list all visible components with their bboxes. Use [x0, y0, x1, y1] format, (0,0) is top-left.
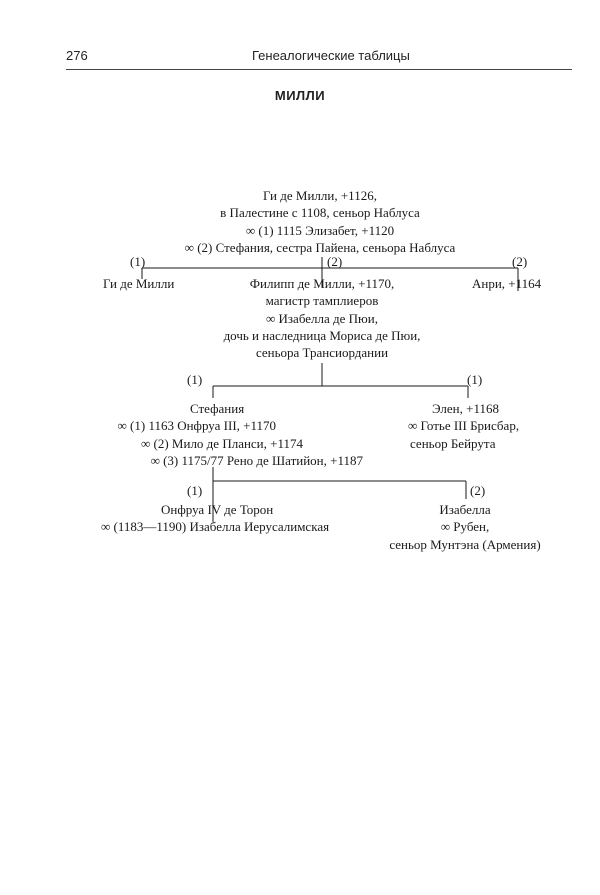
gen2-left-person: [103, 275, 174, 292]
root-line: ∞ (1) 1115 Элизабет, +1120: [245, 222, 395, 238]
person-line: Онфруа IV де Торон: [161, 502, 274, 517]
person-line: сеньор Бейрута: [410, 435, 496, 451]
gen3-left-mark: (1): [187, 372, 203, 387]
person-line: ∞ Рубен,: [440, 519, 490, 535]
running-head: Генеалогические таблицы: [252, 48, 410, 63]
gen3-left-person: [60, 400, 363, 469]
root-person: [120, 187, 520, 256]
root-line: ∞ (2) Стефания, сестра Пайена, сеньора Наблуса: [184, 239, 456, 255]
person-line: Стефания: [190, 401, 245, 416]
root-line: в Палестине с 1108, сеньор Наблуса: [220, 205, 420, 221]
gen3-right-person: [408, 400, 519, 452]
gen4-left-person: [101, 501, 329, 536]
person-line: ∞ Изабелла де Пюи,: [266, 310, 378, 326]
person-line: ∞ Готье III Брисбар,: [408, 418, 520, 434]
person-line: Элен, +1168: [432, 401, 499, 416]
person-line: Изабелла: [439, 502, 491, 517]
person-line: ∞ (1) 1163 Онфруа III, +1170: [117, 418, 276, 434]
person-line: ∞ (3) 1175/77 Рено де Шатийон, +1187: [150, 452, 363, 468]
table-title: МИЛЛИ: [274, 88, 326, 103]
gen2-right-mark: (2): [512, 254, 528, 269]
page-number: 276: [66, 48, 88, 63]
gen2-center-mark: (2): [327, 254, 343, 269]
gen2-left-mark: (1): [130, 254, 146, 269]
person-line: сеньора Трансиордании: [255, 345, 389, 361]
gen2-right-person: [472, 275, 541, 292]
person-line: Анри, +1164: [472, 276, 542, 291]
person-line: магистр тамплиеров: [265, 293, 379, 309]
person-line: сеньор Мунтэна (Армения): [389, 536, 541, 552]
gen2-center-person: [172, 275, 472, 361]
person-line: Филипп де Милли, +1170,: [249, 276, 395, 291]
root-line: Ги де Милли, +1126,: [263, 188, 377, 203]
gen4-left-mark: (1): [187, 483, 203, 498]
gen4-right-person: [380, 501, 550, 553]
gen3-right-mark: (1): [467, 372, 483, 387]
person-line: Ги де Милли: [103, 276, 175, 291]
person-line: ∞ (2) Мило де Планси, +1174: [141, 435, 303, 451]
person-line: дочь и наследница Мориса де Пюи,: [223, 327, 421, 343]
person-line: ∞ (1183—1190) Изабелла Иерусалимская: [101, 519, 330, 535]
gen4-right-mark: (2): [470, 483, 486, 498]
